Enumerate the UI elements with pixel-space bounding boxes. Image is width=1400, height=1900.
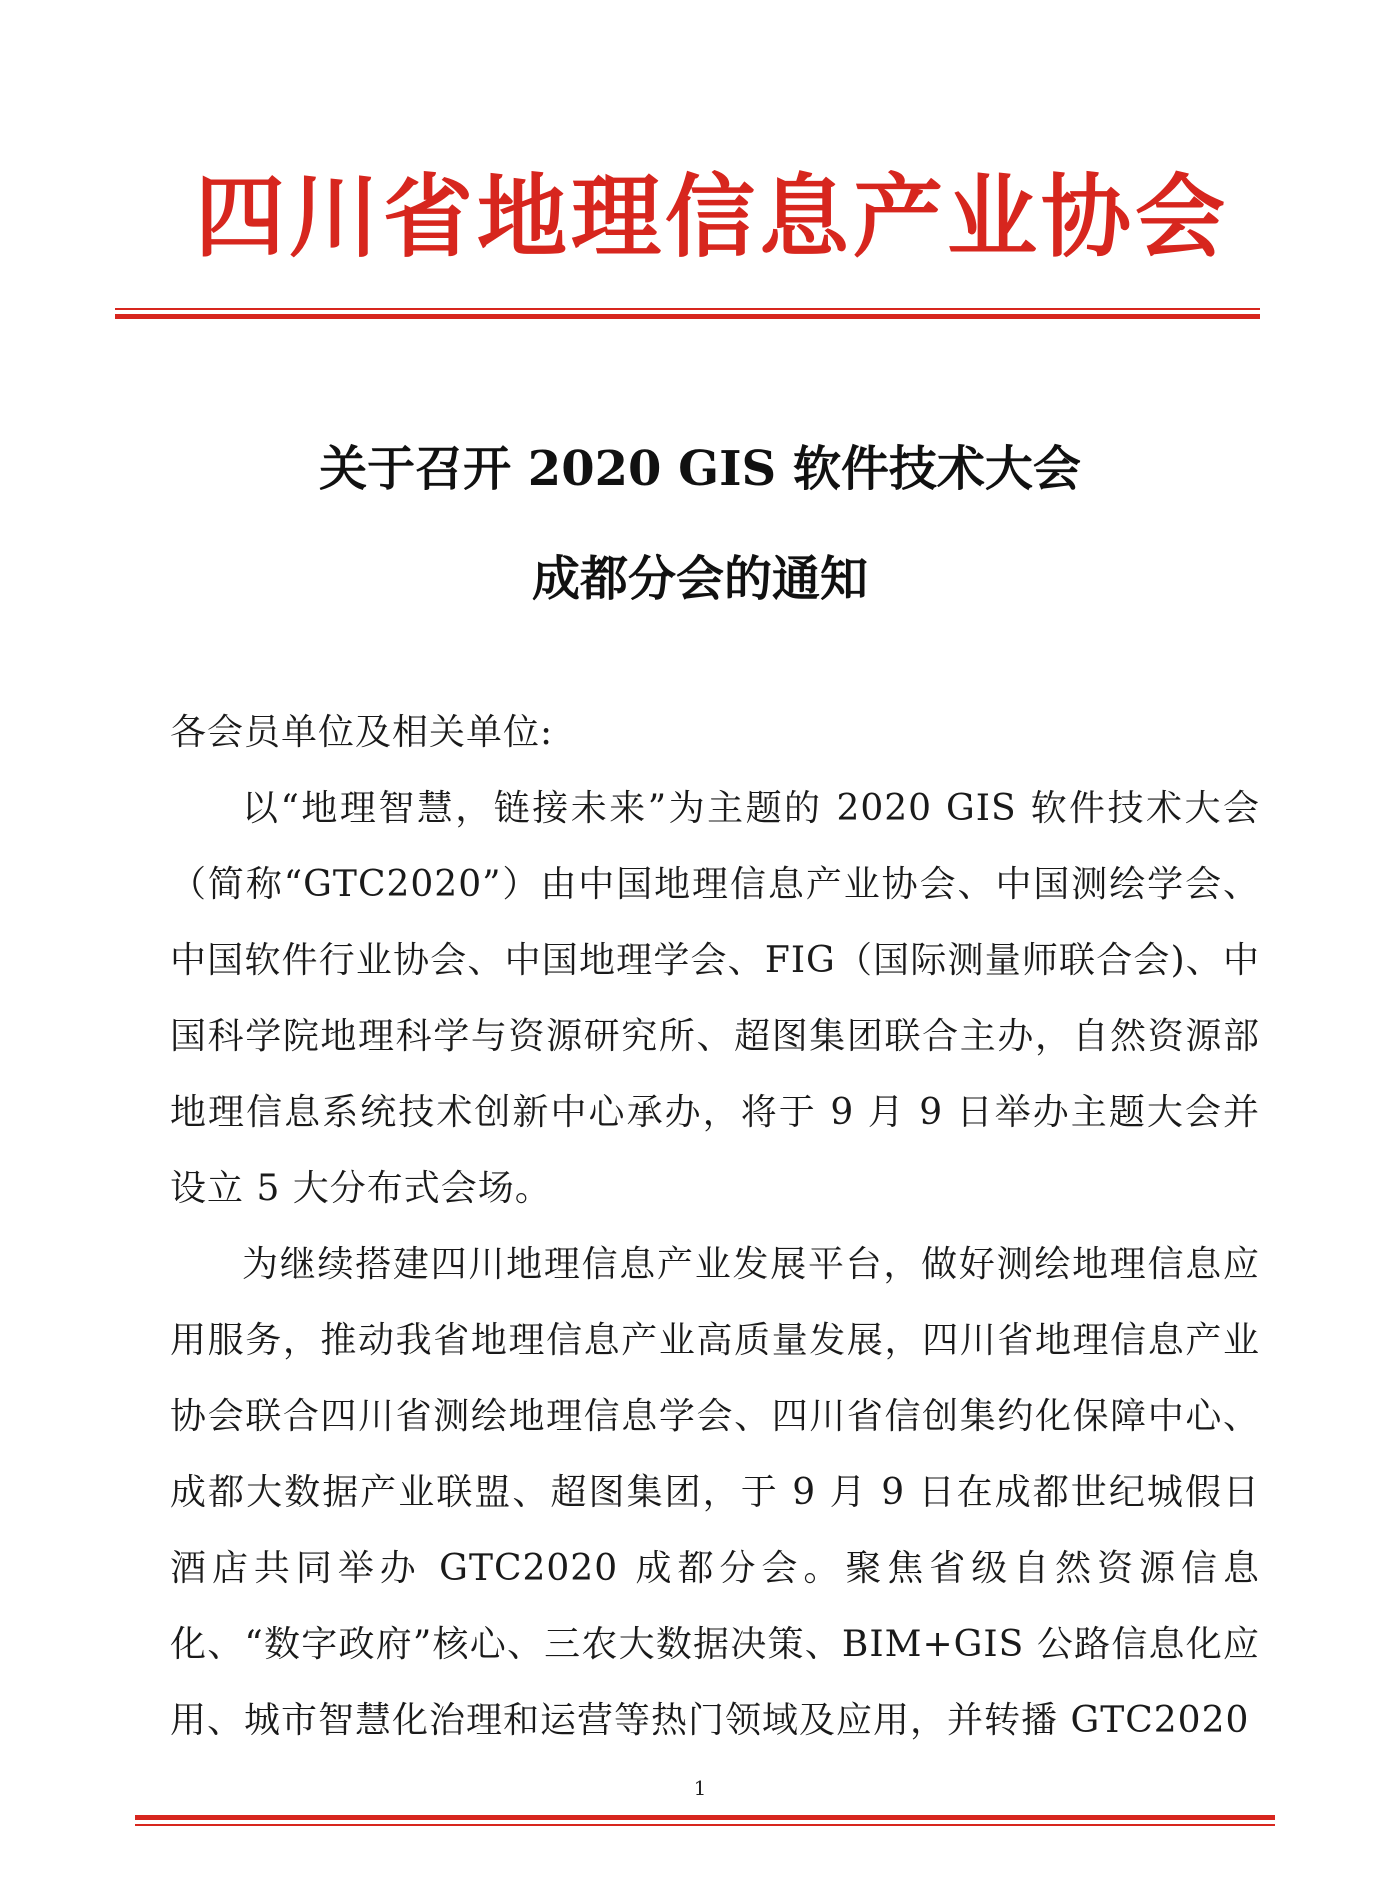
body-paragraph-1: 以“地理智慧，链接未来”为主题的 2020 GIS 软件技术大会（简称“GTC2020”）由中国地理信息产业协会、中国测绘学会、中国软件行业协会、中国地理学会、FIG（国际测量师联合会)、中国科学院地理科学与资源研究所、超图集团联合主办，自然资源部地理信息系统技术创新中心承办，将于 9 月 9 日举办主题大会并设立 5 大分布式会场。 — [170, 788, 1260, 1209]
letterhead-title: 四川省地理信息产业协会 — [195, 164, 1229, 270]
notice-title-line1: 关于召开 2020 GIS 软件技术大会 — [319, 441, 1081, 497]
notice-title-line2: 成都分会的通知 — [531, 551, 868, 607]
footer-rule-thick — [135, 1815, 1275, 1820]
page-number: 1 — [693, 1776, 707, 1800]
notice-body — [170, 695, 1260, 1759]
footer-rule-thin — [135, 1824, 1275, 1826]
salutation: 各会员单位及相关单位: — [170, 712, 554, 753]
letterhead-rule-thick — [115, 314, 1260, 319]
letterhead-rule-thin — [115, 308, 1260, 310]
body-paragraph-2: 为继续搭建四川地理信息产业发展平台，做好测绘地理信息应用服务，推动我省地理信息产业高质量发展，四川省地理信息产业协会联合四川省测绘地理信息学会、四川省信创集约化保障中心、成都大数据产业联盟、超图集团，于 9 月 9 日在成都世纪城假日酒店共同举办 GTC2020 成都分会。聚焦省级自然资源信息化、“数字政府”核心、三农大数据决策、BIM+GIS 公路信息化应用、城市智慧化治理和运营等热门领域及应用，并转播 GTC2020 — [170, 1244, 1260, 1741]
